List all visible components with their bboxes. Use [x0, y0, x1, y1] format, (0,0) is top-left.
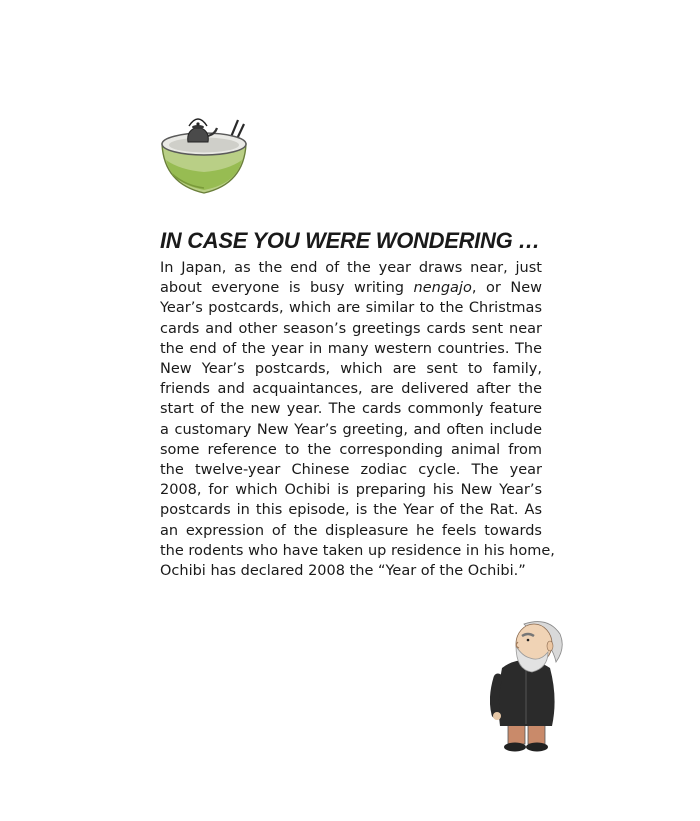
text-line: postcards in this episode, is the Year of the Rat. As [160, 502, 542, 519]
nengajo-term: nengajo [413, 280, 472, 297]
text-line: cards and other season’s greetings cards sent near [160, 320, 542, 337]
text-line: 2008, for which Ochibi is preparing his New Year’s [160, 482, 542, 499]
text-line: Year’s postcards, which are similar to the Christmas [160, 300, 542, 317]
text-line: an expression of the displeasure he feels towards [160, 522, 542, 539]
text-line: In Japan, as the end of the year draws near, just [160, 260, 542, 276]
text-line: the twelve-year Chinese zodiac cycle. The year [160, 462, 542, 479]
text-line: a customary New Year’s greeting, and often include [160, 421, 542, 438]
text-line-end: , or New [471, 280, 542, 297]
text-line: Ochibi has declared 2008 the “Year of the Ochibi.” [160, 563, 526, 580]
text-line: New Year’s postcards, which are sent to family, [160, 361, 542, 378]
text-line: some reference to the corresponding animal from [160, 441, 542, 458]
explanatory-paragraph [160, 258, 555, 581]
text-line: start of the new year. The cards commonly feature [160, 401, 542, 418]
text-line: the end of the year in many western countries. The [160, 340, 542, 357]
text-line-start: about everyone is busy writing [160, 280, 414, 297]
text-line [160, 278, 542, 298]
text-line: friends and acquaintances, are delivered after the [160, 381, 542, 398]
ochibi-character-icon [490, 618, 568, 756]
page-heading: IN CASE YOU WERE WONDERING … [160, 228, 540, 253]
text-line: the rodents who have taken up residence in his home, [160, 542, 555, 559]
hibachi-teapot-icon [158, 114, 250, 196]
